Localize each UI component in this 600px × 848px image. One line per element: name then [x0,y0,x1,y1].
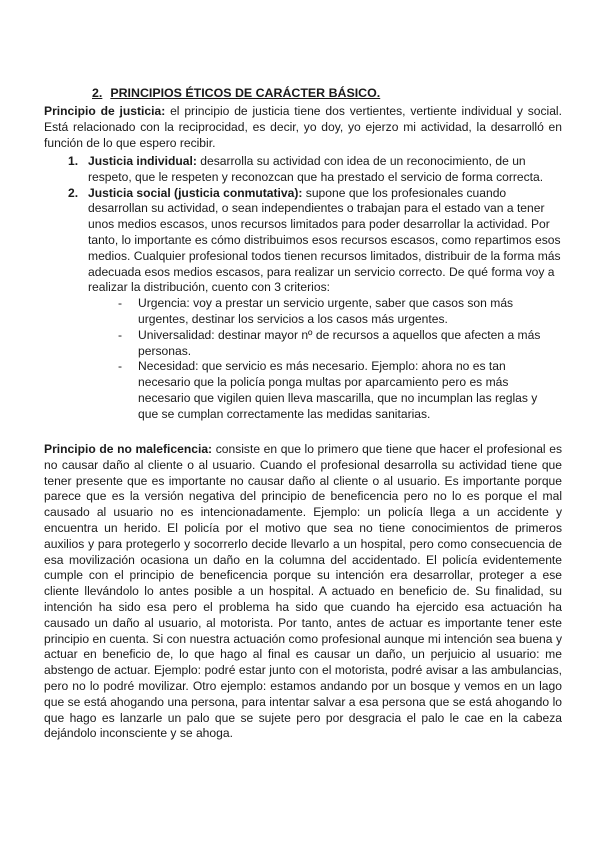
no-maleficencia-label: Principio de no maleficencia: [44,442,213,456]
justicia-text: el principio de justicia tiene dos vertientes, vertiente individual y social. Está relacionado con la reciprocidad, es decir, yo doy, yo ejerzo mi actividad, la desarrolló en función de lo que espero recibir. [44,104,562,150]
criterion-urgencia [88,296,542,328]
criteria-list [88,296,564,422]
justicia-social-text: supone que los profesionales cuando desarrollan su actividad, o sean independientes o trabajan para el estado van a tener unos medios escasos, unos recursos limitados para poder desarrollar la actividad. Por tanto, lo importante es cómo distribuimos esos recursos escasos, como repartimos esos medios. Cualquier profesional todos tienen recursos limitados, distribuir de la forma más adecuada esos medios escasos, para realizar un servicio correcto. De qué forma voy a realizar la distribución, cuento con 3 criterios: [88,185,561,295]
criterion-necesidad [88,359,542,422]
no-maleficencia-text: consiste en que lo primero que tiene que hacer el profesional es no causar daño al cliente o al usuario. Cuando el profesional desarrolla su actividad tiene que tener presente que es importante no causar daño al cliente o al usuario. Es importante porque parece que es la versión negativa del principio de beneficencia pero no lo es porque el mal causado al usuario no es intencionadamente. Ejemplo: un policía llega a un accidente y encuentra un herido. El policía por el motivo que sea no tiene conocimientos de primeros auxilios y para protegerlo y socorrerlo decide llevarlo a un hospital, pero como consecuencia de esa movilización ocasiona un daño en la columna del accidentado. El policía evidentemente cumple con el principio de beneficencia porque su intención era desarrollar, proteger a ese cliente llevándolo lo antes posible a un hospital. A actuado en beneficio de. Su finalidad, su intención ha sido esa pero el problema ha sido que cuando ha ejercido esa actuación ha causado un daño al usuario, al motorista. Por tanto, antes de actuar es importante tener este principio en cuenta. Si con nuestra actuación como profesional aunque mi intención sea buena y actuar en beneficio de, lo que hago al final es causar un daño, un perjuicio al usuario: me abstengo de actuar. Ejemplo: podré estar junto con el motorista, podré avisar a las ambulancias, pero no lo podré movilizar. Otro ejemplo: estamos andando por un bosque y vemos en un lago que se está ahogando una persona, para intentar salvar a esa persona que se está ahogando lo que hago es lanzarle un palo que se sujete pero por desgracia el palo le cae en la cabeza dejándolo inconsciente y se ahoga. [44,442,562,741]
justicia-types-list [64,154,564,423]
criterion-text: Urgencia: voy a prestar un servicio urgente, saber que casos son más urgentes, destinar los servicios a los casos más urgentes. [138,296,514,326]
dash-bullet: - [118,359,123,374]
section-number: 2. [92,86,103,100]
list-item-justicia-individual [64,154,564,186]
section-title: PRINCIPIOS ÉTICOS DE CARÁCTER BÁSICO. [110,86,381,100]
justicia-label: Principio de justicia: [44,104,166,118]
justicia-social-label: Justicia social (justicia conmutativa): [88,185,303,200]
justicia-individual-label: Justicia individual: [88,154,197,168]
criterion-text: Necesidad: que servicio es más necesario. Ejemplo: ahora no es tan necesario que la policía ponga multas por aparcamiento pero es más necesario que vigilen quien lleva mascarilla, que no incumplan las reglas y que se cumplan correctamente las medidas sanitarias. [138,359,538,421]
criterion-universalidad [88,328,542,360]
justicia-paragraph [44,94,562,151]
justicia-individual-text: desarrolla su actividad con idea de un reconocimiento, de un respeto, que le respeten y reconozcan que ha prestado el servicio de forma correcta. [88,154,544,184]
dash-bullet: - [118,296,123,311]
list-number: 1. [68,154,79,168]
dash-bullet: - [118,327,123,342]
criterion-text: Universalidad: destinar mayor nº de recursos a aquellos que afecten a más personas. [138,327,541,358]
list-number: 2. [68,185,79,200]
no-maleficencia-paragraph [44,442,562,742]
list-item-justicia-social [64,186,564,423]
